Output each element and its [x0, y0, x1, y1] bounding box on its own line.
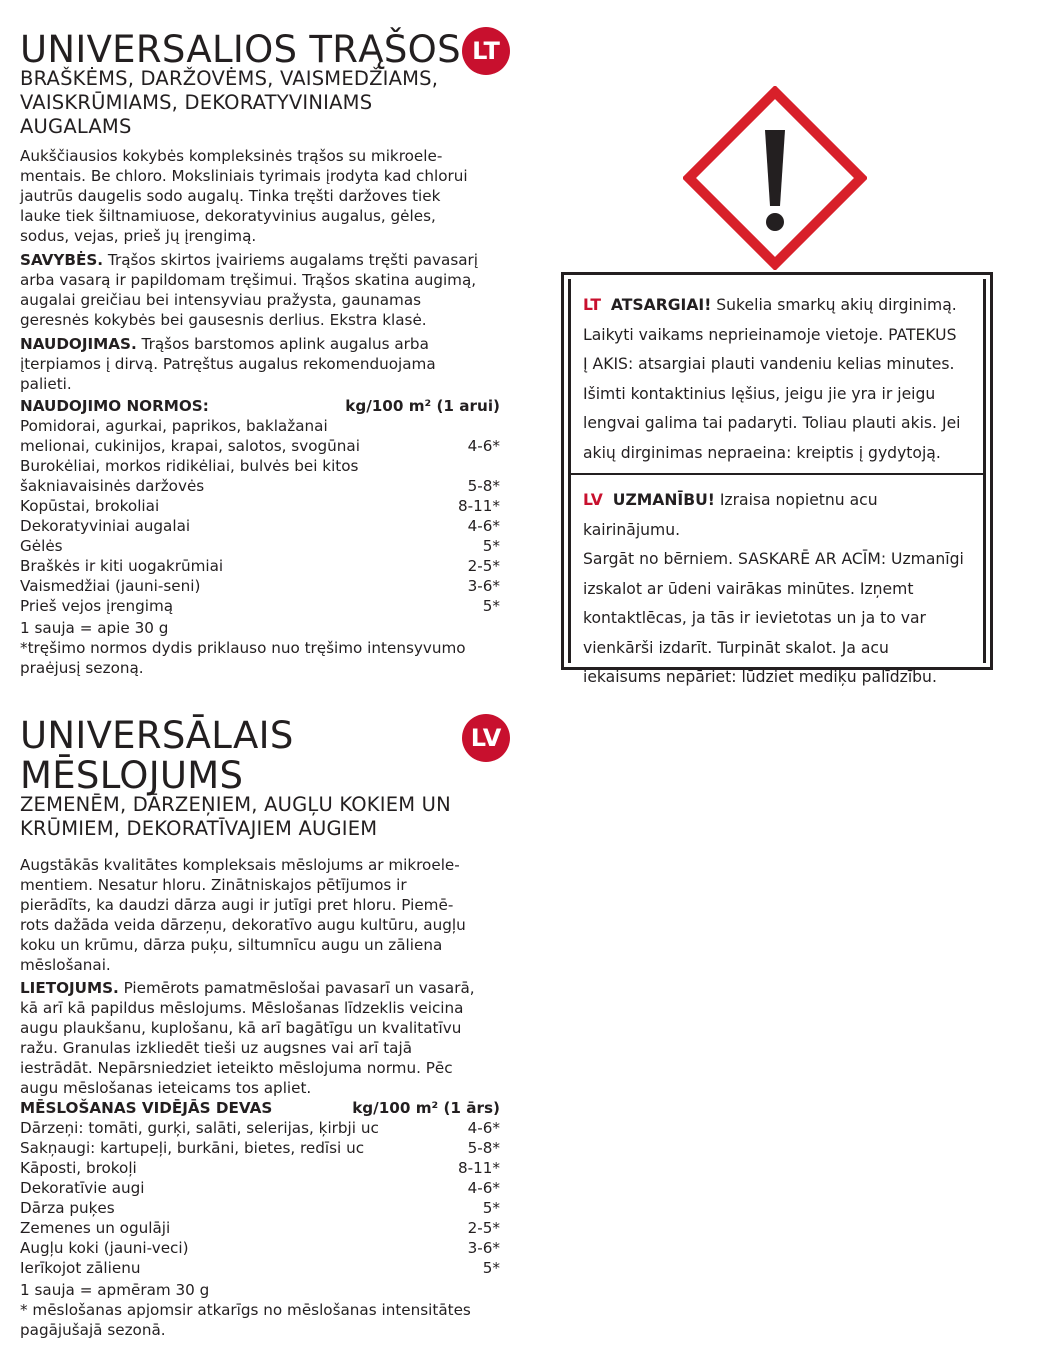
rate-name: Burokėliai, morkos ridikėliai, bulvės bei kitos: [20, 457, 359, 475]
rate-name: Dekoratīvie augi: [20, 1179, 145, 1197]
lv-hazard-statement: [583, 486, 975, 693]
table-row: [20, 1118, 500, 1138]
rate-name: Dārza puķes: [20, 1199, 115, 1217]
rate-value: 5*: [482, 1199, 500, 1217]
lt-intro-line: Aukščiausios kokybės kompleksinės trąšos su mikroele-: [20, 147, 443, 165]
lt-section: [20, 30, 510, 678]
lt-language-badge: LT: [462, 27, 510, 75]
rate-value: 3-6*: [467, 577, 500, 595]
lv-hazard-line: vienkārši izdarīt. Turpināt skalot. Ja acu: [583, 638, 889, 657]
lv-intro: [20, 855, 510, 975]
table-row: [20, 456, 500, 476]
rate-value: 5-8*: [467, 1139, 500, 1157]
lt-subtitle-line: VAISKRŪMIAMS, DEKORATYVINIAMS: [20, 91, 373, 114]
lv-hazard-tag: LV: [583, 491, 603, 509]
rate-name: Kāposti, brokoļi: [20, 1159, 137, 1177]
lv-usage-line: augu mēslošanas ieteicams tos apliet.: [20, 1079, 312, 1097]
table-row: [20, 556, 500, 576]
lt-properties-label: SAVYBĖS.: [20, 251, 104, 269]
lt-usage-line: palieti.: [20, 375, 72, 393]
lt-hazard-statement: [583, 291, 975, 468]
lt-footnote-line: praėjusį sezoną.: [20, 659, 144, 677]
lv-title-line: UNIVERSĀLAIS: [20, 714, 294, 757]
rate-name: melionai, cukinijos, krapai, salotos, svogūnai: [20, 437, 360, 455]
lt-usage-label: NAUDOJIMAS.: [20, 335, 137, 353]
lt-subtitle: [20, 67, 510, 139]
table-row: [20, 1158, 500, 1178]
rate-value: 4-6*: [467, 1179, 500, 1197]
lt-rates-header-label: NAUDOJIMO NORMOS:: [20, 397, 209, 415]
rate-name: Zemenes un ogulāji: [20, 1219, 171, 1237]
lv-intro-line: koku un krūmu, dārza puķu, siltumnīcu augu un zāliena: [20, 936, 443, 954]
rate-value: 5*: [482, 597, 500, 615]
lt-footnote: [20, 638, 510, 678]
rate-value: 5*: [482, 537, 500, 555]
table-row: [20, 516, 500, 536]
lv-title-line: MĒSLOJUMS: [20, 754, 244, 797]
lv-usage-line: augu plaukšanu, kuplošanu, kā arī bagātīgu un kvalitatīvu: [20, 1019, 462, 1037]
lt-handful-note: 1 sauja = apie 30 g: [20, 619, 169, 637]
lt-usage-line: Trąšos barstomos aplink augalus arba: [136, 335, 429, 353]
lt-hazard-line: lengvai galima tai padaryti. Toliau plauti akis. Jei: [583, 414, 961, 432]
lt-subtitle-line: AUGALAMS: [20, 115, 132, 138]
lt-rates-table: [20, 416, 510, 616]
lv-hazard-line: iekaisums nepāriet: lūdziet mediķu palīdzību.: [583, 668, 937, 686]
rate-name: Dekoratyviniai augalai: [20, 517, 191, 535]
rate-value: 3-6*: [467, 1239, 500, 1257]
lv-footnote: [20, 1300, 510, 1340]
lv-rates-table: [20, 1118, 510, 1278]
lt-properties-line: augalai greičiau bei intensyviau pražysta, gaunamas: [20, 291, 422, 309]
rate-name: Dārzeņi: tomāti, gurķi, salāti, selerijas, ķirbji uc: [20, 1119, 379, 1137]
lt-subtitle-line: BRAŠKĖMS, DARŽOVĖMS, VAISMEDŽIAMS,: [20, 67, 439, 90]
lv-rates-header-label: MĒSLOŠANAS VIDĒJĀS DEVAS: [20, 1099, 273, 1117]
lv-rates-unit: kg/100 m² (1 ārs): [352, 1099, 500, 1117]
lv-section: [20, 716, 510, 1340]
lt-intro: [20, 146, 510, 246]
rate-value: 8-11*: [457, 1159, 500, 1177]
table-row: [20, 476, 500, 496]
table-row: [20, 1138, 500, 1158]
lv-subtitle-line: ZEMENĒM, DĀRZEŅIEM, AUGĻU KOKIEM UN: [20, 793, 451, 816]
rate-name: Gėlės: [20, 537, 63, 555]
rate-name: Pomidorai, agurkai, paprikos, baklažanai: [20, 417, 328, 435]
lt-properties-line: arba vasarą ir papildomam tręšimui. Trąšos skatina augimą,: [20, 271, 477, 289]
rate-name: Sakņaugi: kartupeļi, burkāni, bietes, redīsi uc: [20, 1139, 365, 1157]
table-row: [20, 1198, 500, 1218]
lt-hazard-line: Laikyti vaikams neprieinamoje vietoje. PATEKUS: [583, 325, 957, 344]
rate-value: 2-5*: [467, 557, 500, 575]
lt-hazard-line: Sukelia smarkų akių dirginimą.: [711, 296, 957, 314]
lv-intro-line: Augstākās kvalitātes kompleksais mēslojums ar mikroele-: [20, 856, 460, 874]
lv-subtitle: [20, 793, 510, 841]
rate-name: Augļu koki (jauni-veci): [20, 1239, 189, 1257]
lv-hazard-line: Izraisa nopietnu acu kairinājumu.: [583, 491, 878, 539]
lt-properties-line: Trąšos skirtos įvairiems augalams tręšti pavasarį: [103, 251, 479, 269]
lv-language-badge: LV: [462, 714, 510, 762]
lt-intro-line: lauke tiek šiltnamiuose, dekoratyvinius augalus, gėles,: [20, 207, 436, 225]
lt-intro-line: sodus, vejas, prieš jų įrengimą.: [20, 227, 257, 245]
lt-hazard-heading: ATSARGIAI!: [610, 296, 712, 314]
lt-title: UNIVERSALIOS TRĄŠOS: [20, 28, 461, 71]
rate-name: šakniavaisinės daržovės: [20, 477, 205, 495]
lv-intro-line: mēslošanai.: [20, 956, 111, 974]
lv-hazard-heading: UZMANĪBU!: [612, 491, 715, 509]
lt-footnote-line: *tręšimo normos dydis priklauso nuo tręšimo intensyvumo: [20, 639, 466, 657]
rate-value: 8-11*: [457, 497, 500, 515]
lt-hazard-tag: LT: [583, 296, 601, 314]
lt-intro-line: jautrūs daugelis sodo augalų. Tinka tręšti daržoves tiek: [20, 187, 441, 205]
lv-intro-line: rots dažāda veida dārzeņu, dekoratīvo augu kultūru, augļu: [20, 916, 466, 934]
lt-hazard-line: Išimti kontaktinius lęšius, jeigu jie yra ir jeigu: [583, 384, 936, 403]
rate-value: 2-5*: [467, 1219, 500, 1237]
lv-footnote-line: pagājušajā sezonā.: [20, 1321, 166, 1339]
rate-name: Prieš vejos įrengimą: [20, 597, 174, 615]
lv-rates-header: [20, 1098, 500, 1118]
lv-intro-line: mentiem. Nesatur hloru. Zinātniskajos pētījumos ir: [20, 876, 407, 894]
rate-value: 4-6*: [467, 517, 500, 535]
lt-hazard-line: Į AKIS: atsargiai plauti vandeniu kelias minutes.: [583, 355, 955, 373]
table-row: [20, 536, 500, 556]
lv-usage-line: ražu. Granulas izkliedēt tieši uz augsnes vai arī tajā: [20, 1039, 413, 1057]
lv-usage-line: iestrādāt. Nepārsniedziet ieteikto mēslojuma normu. Pēc: [20, 1059, 453, 1077]
hazard-divider: [571, 473, 983, 475]
lt-usage-line: įterpiamos į dirvą. Patręštus augalus rekomenduojama: [20, 355, 436, 373]
lv-hazard-line: izskalot ar ūdeni vairākas minūtes. Izņemt: [583, 579, 914, 598]
lv-footnote-line: * mēslošanas apjomsir atkarīgs no mēslošanas intensitātes: [20, 1301, 471, 1319]
lt-rates-unit: kg/100 m² (1 arui): [345, 397, 500, 415]
lv-intro-line: pierādīts, ka daudzi dārza augi ir jutīgi pret hloru. Piemē-: [20, 896, 454, 914]
table-row: [20, 1218, 500, 1238]
lv-hazard-line: Sargāt no bērniem. SASKARĒ AR ACĪM: Uzmanīgi: [583, 550, 964, 568]
table-row: [20, 416, 500, 436]
lt-properties: [20, 250, 510, 330]
table-row: [20, 576, 500, 596]
lv-usage: [20, 978, 510, 1098]
table-row: [20, 496, 500, 516]
lt-intro-line: mentais. Be chloro. Moksliniais tyrimais įrodyta kad chlorui: [20, 167, 468, 185]
lv-subtitle-line: KRŪMIEM, DEKORATĪVAJIEM AUGIEM: [20, 817, 378, 840]
hazard-statement-box: [561, 272, 993, 686]
hazard-statement-inner: [568, 279, 986, 686]
table-row: [20, 1178, 500, 1198]
table-row: [20, 1258, 500, 1278]
rate-value: 5-8*: [467, 477, 500, 495]
lv-usage-line: kā arī kā papildus mēslojums. Mēslošanas līdzeklis veicina: [20, 999, 464, 1017]
lv-usage-label: LIETOJUMS.: [20, 979, 119, 997]
lt-rates-header: [20, 396, 500, 416]
lt-properties-line: geresnės kokybės bei gausesnis derlius. Ekstra klasė.: [20, 311, 427, 329]
lv-hazard-line: kontaktlēcas, ja tās ir ievietotas un ja to var: [583, 609, 926, 627]
table-row: [20, 596, 500, 616]
table-row: [20, 436, 500, 456]
rate-name: Kopūstai, brokoliai: [20, 497, 160, 515]
lt-usage: [20, 334, 510, 394]
rate-name: Vaismedžiai (jauni-seni): [20, 577, 201, 595]
lv-handful-note: 1 sauja = apmēram 30 g: [20, 1281, 210, 1299]
rate-value: 4-6*: [467, 1119, 500, 1137]
exclamation-hazard-icon: [683, 86, 867, 270]
rate-value: 5*: [482, 1259, 500, 1277]
table-row: [20, 1238, 500, 1258]
lv-title: [20, 716, 510, 796]
rate-value: 4-6*: [467, 437, 500, 455]
rate-name: Ierīkojot zālienu: [20, 1259, 141, 1277]
lv-usage-line: Piemērots pamatmēslošai pavasarī un vasarā,: [118, 979, 475, 997]
rate-name: Braškės ir kiti uogakrūmiai: [20, 557, 224, 575]
lt-hazard-line: akių dirginimas nepraeina: kreiptis į gydytoją.: [583, 443, 941, 462]
